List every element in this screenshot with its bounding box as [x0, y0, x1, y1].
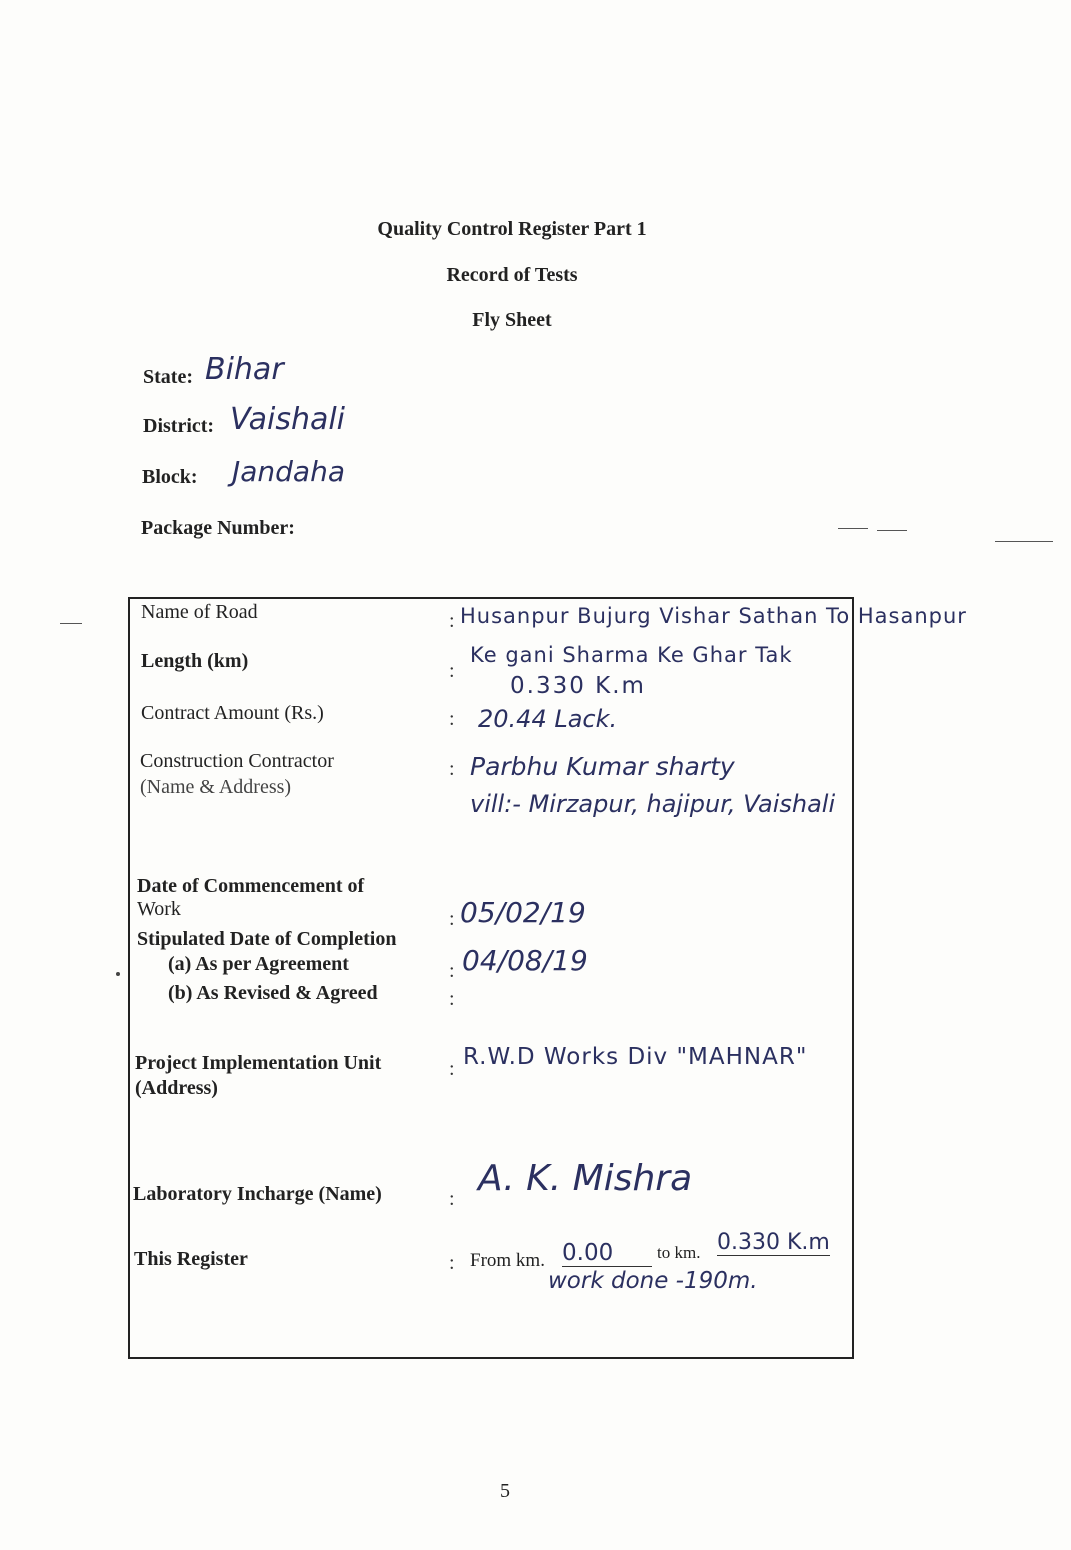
road-name-label: Name of Road	[141, 601, 258, 623]
completion-label: Stipulated Date of Completion	[137, 928, 397, 950]
contractor-value-line2: vill:- Mirzapur, hajipur, Vaishali	[470, 790, 836, 818]
completion-a-value: 04/08/19	[462, 944, 588, 977]
colon: :	[449, 708, 455, 730]
contractor-label: Construction Contractor	[140, 750, 334, 772]
register-to-value: 0.330 K.m	[717, 1230, 830, 1255]
piu-label-line1: Project Implementation Unit	[135, 1052, 382, 1074]
road-name-value-line1: Husanpur Bujurg Vishar Sathan To Hasanpur	[460, 604, 967, 628]
commencement-label-line1: Date of Commencement of	[137, 875, 365, 897]
state-value: Bihar	[205, 352, 284, 387]
length-value: 0.330 K.m	[510, 673, 646, 699]
commencement-label-line2: Work	[137, 898, 181, 920]
colon: :	[449, 1252, 455, 1274]
road-name-value-line2: Ke gani Sharma Ke Ghar Tak	[470, 643, 793, 667]
contractor-value-line1: Parbhu Kumar sharty	[470, 752, 735, 781]
piu-value: R.W.D Works Div "MAHNAR"	[463, 1044, 808, 1070]
colon: :	[449, 1058, 455, 1080]
completion-a-label: (a) As per Agreement	[168, 953, 349, 975]
contractor-label-address: (Name & Address)	[140, 776, 292, 798]
colon: :	[449, 758, 455, 780]
package-number-label: Package Number:	[141, 517, 295, 539]
scan-dot	[116, 972, 120, 976]
scan-dash	[877, 530, 907, 531]
register-to-label: to km.	[657, 1243, 701, 1262]
length-label: Length (km)	[141, 650, 249, 672]
register-from-value: 0.00	[562, 1240, 652, 1267]
colon: :	[449, 908, 455, 930]
register-note: work done -190m.	[548, 1268, 758, 1294]
colon: :	[449, 988, 455, 1010]
register-label: This Register	[134, 1248, 248, 1270]
register-subtitle: Record of Tests	[446, 264, 578, 286]
colon: :	[449, 610, 455, 632]
piu-label-line2: (Address)	[135, 1077, 218, 1099]
completion-b-label: (b) As Revised & Agreed	[168, 982, 378, 1004]
scan-dash	[60, 623, 82, 624]
register-title: Quality Control Register Part 1	[377, 218, 647, 240]
colon: :	[449, 1188, 455, 1210]
lab-incharge-signature: A. K. Mishra	[478, 1158, 693, 1199]
fly-sheet-heading: Fly Sheet	[472, 309, 552, 331]
scan-dash	[838, 528, 868, 529]
page-number: 5	[500, 1480, 510, 1502]
register-from-label: From km.	[470, 1250, 545, 1271]
district-label: District:	[143, 415, 215, 437]
block-label: Block:	[142, 466, 198, 488]
scan-dash	[995, 541, 1053, 542]
lab-incharge-label: Laboratory Incharge (Name)	[133, 1183, 382, 1205]
state-label: State:	[143, 366, 193, 388]
commencement-value: 05/02/19	[460, 896, 586, 929]
contract-amount-value: 20.44 Lack.	[478, 705, 618, 733]
block-value: Jandaha	[232, 455, 345, 488]
district-value: Vaishali	[230, 402, 346, 437]
colon: :	[449, 660, 455, 682]
colon: :	[449, 960, 455, 982]
contract-amount-label: Contract Amount (Rs.)	[141, 702, 324, 724]
